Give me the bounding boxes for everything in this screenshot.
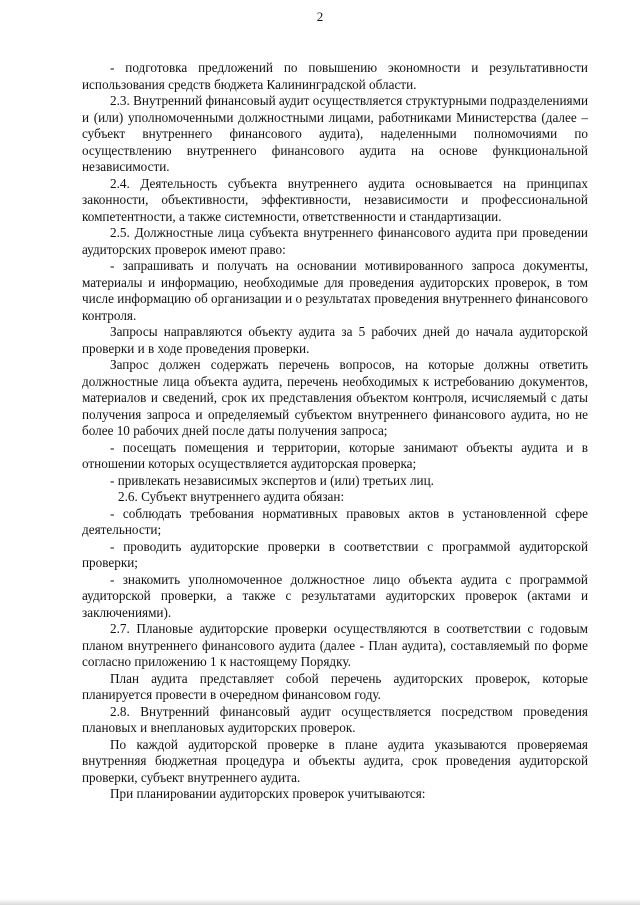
paragraph: При планировании аудиторских проверок учитываются: [110,786,426,801]
paragraph: План аудита представляет собой перечень аудиторских проверок, которые планируется провести в очередном финансовом году. [82,670,588,702]
page-number: 2 [316,9,324,24]
paragraph: 2.7. Плановые аудиторские проверки осуществляются в соответствии с годовым планом внутреннего финансового аудита (далее - План аудита), составляемый по форме согласно приложению 1 к настоящему Порядку. [82,621,588,669]
paragraph: - проводить аудиторские проверки в соответствии с программой аудиторской проверки; [82,538,588,570]
paragraph: 2.5. Должностные лица субъекта внутреннего финансового аудита при проведении аудиторских проверок имеют право: [82,225,588,257]
paragraph: - посещать помещения и территории, которые занимают объекты аудита и в отношении которых осуществляется аудиторская проверка; [82,439,588,471]
paragraph: - знакомить уполномоченное должностное лицо объекта аудита с программой аудиторской проверки, а также с результатами аудиторских проверок (актами и заключениями). [82,571,588,620]
paragraph: - подготовка предложений по повышению экономности и результативности использования средств бюджета Калининградской области. [82,60,588,92]
paragraph: 2.8. Внутренний финансовый аудит осуществляется посредством проведения плановых и внеплановых аудиторских проверок. [82,703,588,735]
paragraph: - соблюдать требования нормативных правовых актов в установленной сфере деятельности; [82,505,588,537]
paragraph: 2.6. Субъект внутреннего аудита обязан: [118,489,345,504]
paragraph: 2.3. Внутренний финансовый аудит осуществляется структурными подразделениями и (или) уполномоченными должностными лицами, работниками Министерства (далее – субъект внутреннего финансового аудита), наделенными полномочиями по осуществлению внутреннего финансового аудита на основе функциональной независимости. [82,93,588,174]
paragraph: Запросы направляются объекту аудита за 5 рабочих дней до начала аудиторской проверки и в ходе проведения проверки. [82,324,588,356]
document-body [82,60,588,803]
scan-edge [0,899,640,905]
paragraph: По каждой аудиторской проверке в плане аудита указываются проверяемая внутренняя бюджетная процедура и объекты аудита, срок проведения аудиторской проверки, субъект внутреннего аудита. [82,736,588,785]
paragraph: 2.4. Деятельность субъекта внутреннего аудита основывается на принципах законности, объективности, эффективности, независимости и профессиональной компетентности, а также системности, ответственности и стандартизации. [82,175,588,224]
paragraph: Запрос должен содержать перечень вопросов, на которые должны ответить должностные лица объекта аудита, перечень необходимых к истребованию документов, материалов и сведений, срок их представления объектом контроля, исчисляемый с даты получения запроса и определяемый субъектом внутреннего финансового аудита, но не более 10 рабочих дней после даты получения запроса; [82,357,588,438]
paragraph: - привлекать независимых экспертов и (или) третьих лиц. [110,472,434,488]
paragraph: - запрашивать и получать на основании мотивированного запроса документы, материалы и информацию, необходимые для проведения аудиторских проверок, в том числе информацию об организации и о результатах проведения внутреннего финансового контроля. [82,258,588,323]
